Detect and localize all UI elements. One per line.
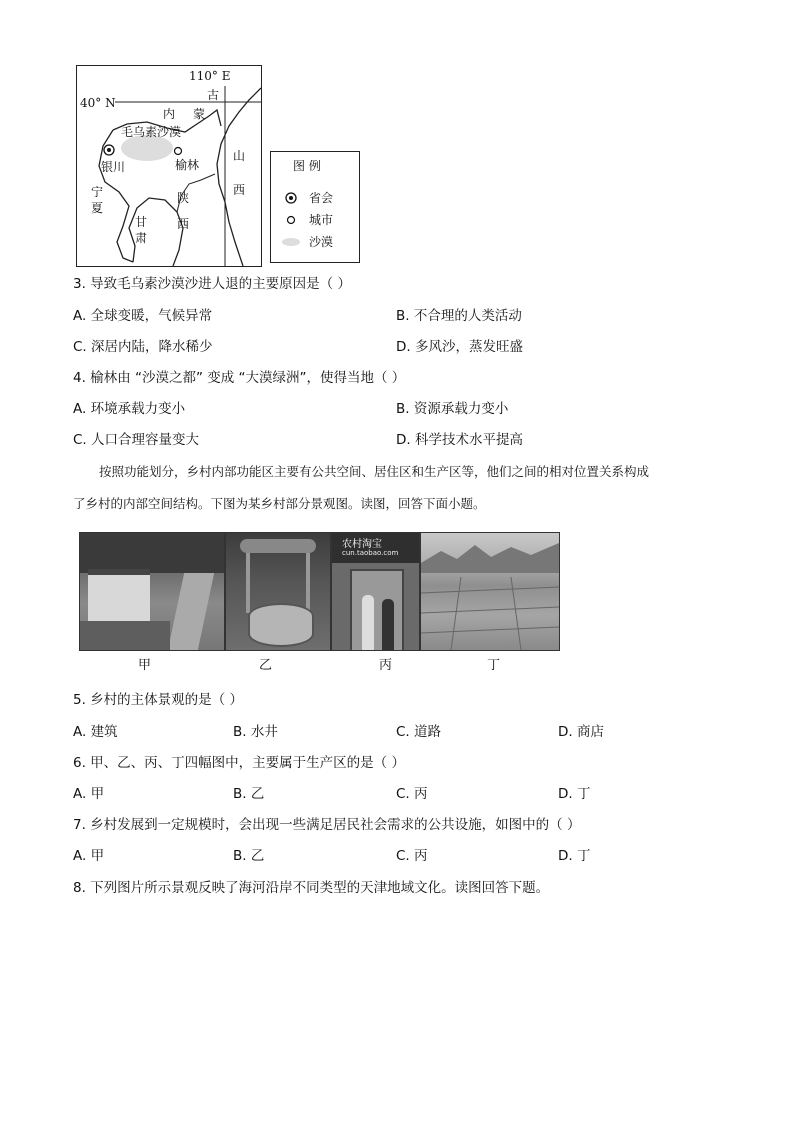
photo-jia-house: [88, 569, 150, 627]
legend-capital-icon-dot: [289, 196, 293, 200]
legend-label-desert: 沙漠: [309, 235, 334, 249]
photo-ding-field-line-4: [451, 577, 461, 650]
photo-bing-sign-text: 农村淘宝: [342, 539, 382, 550]
region-nei: 内: [163, 107, 176, 121]
photo-caption-jia: 甲: [138, 658, 152, 673]
desert-label: 毛乌素沙漠: [121, 125, 182, 139]
photo-ding-field-line-5: [511, 577, 521, 650]
photo-ding-field-line-2: [421, 607, 559, 613]
legend-desert-icon: [282, 238, 300, 246]
region-shaanxi-1: 陕: [177, 191, 190, 205]
city-label: 榆林: [175, 158, 200, 172]
photo-caption-yi: 乙: [259, 658, 273, 673]
question-8-stem: 8. 下列图片所示景观反映了海河沿岸不同类型的天津地域文化。读图回答下题。: [73, 880, 550, 896]
photo-bing-person: [362, 595, 374, 650]
photo-ding-hills: [421, 543, 559, 573]
photo-caption-ding: 丁: [487, 658, 501, 673]
question-4-option-b: B. 资源承载力变小: [396, 401, 509, 417]
question-5-option-d: D. 商店: [558, 724, 604, 740]
question-6-option-d: D. 丁: [558, 786, 591, 802]
question-6-option-b: B. 乙: [233, 786, 265, 802]
legend-city-icon: [288, 217, 295, 224]
map-legend: [270, 151, 360, 263]
map-figure: [76, 65, 262, 267]
photo-bing-sign-url: cun.taobao.com: [342, 549, 399, 557]
region-ningxia-1: 宁: [91, 185, 104, 199]
question-5-option-a: A. 建筑: [73, 724, 118, 740]
photo-ding-field-line-3: [421, 627, 559, 633]
region-meng: 蒙: [193, 107, 206, 121]
question-3-option-c: C. 深居内陆，降水稀少: [73, 339, 213, 355]
photo-yi-roof: [240, 539, 316, 553]
question-4-option-d: D. 科学技术水平提高: [396, 432, 523, 448]
city-marker: [175, 148, 182, 155]
question-7-option-b: B. 乙: [233, 848, 265, 864]
photo-jia: [79, 532, 225, 651]
question-3-stem: 3. 导致毛乌素沙漠沙进人退的主要原因是（ ）: [73, 276, 351, 292]
photo-ding: [420, 532, 560, 651]
region-ningxia-2: 夏: [91, 201, 104, 215]
capital-label: 银川: [101, 160, 126, 174]
photo-bing-signboard: [332, 533, 419, 563]
photo-ding-field-line-1: [421, 587, 559, 593]
photo-bing-person-2: [382, 599, 394, 650]
region-shanxi-2: 西: [233, 183, 246, 197]
capital-marker-inner: [107, 148, 111, 152]
photo-yi-post-left: [246, 553, 250, 613]
photo-jia-trees: [80, 533, 224, 573]
question-3-option-d: D. 多风沙，蒸发旺盛: [396, 339, 523, 355]
question-7-option-c: C. 丙: [396, 848, 428, 864]
photo-yi-well: [248, 603, 314, 647]
photo-jia-ground: [80, 621, 170, 650]
question-5-option-c: C. 道路: [396, 724, 442, 740]
photo-ding-landscape: [421, 533, 559, 650]
photo-caption-bing: 丙: [379, 658, 393, 673]
region-gansu-1: 甘: [135, 215, 148, 229]
photo-jia-path: [168, 573, 214, 650]
question-4-option-c: C. 人口合理容量变大: [73, 432, 200, 448]
shanxi-border: [217, 88, 261, 266]
question-7-option-a: A. 甲: [73, 848, 105, 864]
photo-bing-door: [350, 569, 404, 651]
region-gu: 古: [207, 88, 220, 102]
question-7-option-d: D. 丁: [558, 848, 591, 864]
passage-line-1: 按照功能划分，乡村内部功能区主要有公共空间、居住区和生产区等，他们之间的相对位置关系构成: [99, 464, 650, 479]
question-4-stem: 4. 榆林由 “沙漠之都” 变成 “大漠绿洲”，使得当地（ ）: [73, 370, 406, 386]
photo-yi: [225, 532, 331, 651]
region-shaanxi-2: 西: [177, 217, 190, 231]
legend-title: 图 例: [293, 159, 321, 173]
passage-line-2: 了乡村的内部空间结构。下图为某乡村部分景观图。读图，回答下面小题。: [73, 496, 486, 511]
region-gansu-2: 肃: [135, 231, 148, 245]
photo-bing: [331, 532, 420, 651]
legend-label-capital: 省会: [309, 191, 334, 205]
question-7-stem: 7. 乡村发展到一定规模时，会出现一些满足居民社会需求的公共设施，如图中的（ ）: [73, 817, 581, 833]
region-shanxi-1: 山: [233, 149, 246, 163]
question-5-option-b: B. 水井: [233, 724, 278, 740]
question-4-option-a: A. 环境承载力变小: [73, 401, 186, 417]
question-6-stem: 6. 甲、乙、丙、丁四幅图中，主要属于生产区的是（ ）: [73, 755, 405, 771]
latitude-label: 40° N: [80, 96, 116, 110]
question-3-option-a: A. 全球变暖，气候异常: [73, 308, 213, 324]
question-3-option-b: B. 不合理的人类活动: [396, 308, 522, 324]
question-6-option-a: A. 甲: [73, 786, 105, 802]
question-5-stem: 5. 乡村的主体景观的是（ ）: [73, 692, 243, 708]
longitude-label: 110° E: [189, 69, 231, 83]
legend-label-city: 城市: [309, 213, 334, 227]
photo-yi-post-right: [306, 553, 310, 613]
question-6-option-c: C. 丙: [396, 786, 428, 802]
